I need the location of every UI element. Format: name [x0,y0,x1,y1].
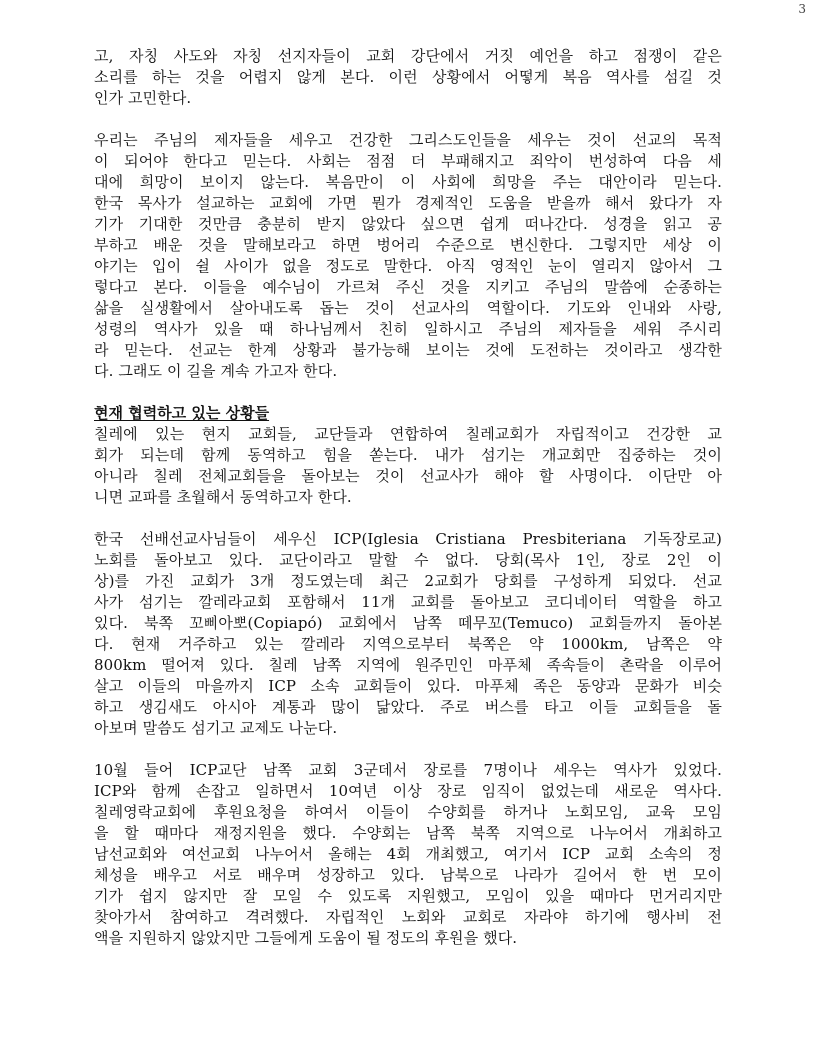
paragraph-2 [94,130,722,382]
text-line: 소리를 하는 것을 어렵지 않게 본다. 이런 상황에서 어떻게 복음 역사를 섬길 것 [94,68,722,86]
text-line: 살고 이들의 마을까지 ICP 소속 교회들이 있다. 마푸체 족은 동양과 문화가 비슷 [94,677,722,695]
text-line: 칠레영락교회에 후원요청을 하여서 이들이 수양회를 하거나 노회모임, 교육 모임 [94,803,722,821]
text-line: 800km 떨어져 있다. 칠레 남쪽 지역에 원주민인 마푸체 족속들이 촌락을 이루어 [94,656,722,674]
text-line: 고, 자칭 사도와 자칭 선지자들이 교회 강단에서 거짓 예언을 하고 점쟁이 같은 [94,47,722,65]
text-line: 하고 생김새도 아시아 계통과 많이 닮았다. 주로 버스를 타고 이들 교회들을 돌 [94,698,722,716]
text-line: 라 믿는다. 선교는 한계 상황과 불가능해 보이는 것에 도전하는 것이라고 생각한 [94,341,722,359]
text-line: 부하고 배운 것을 말해보라고 하면 벙어리 수준으로 변신한다. 그렇지만 세상 이 [94,236,722,254]
document-body [94,46,722,970]
text-line: 다. 그래도 이 길을 계속 가고자 한다. [94,362,338,380]
text-line: 기가 기대한 것만큼 충분히 받지 않았다 싶으면 쉽게 떠나간다. 성경을 읽고 공 [94,215,722,233]
text-line: 아니라 칠레 전체교회들을 돌아보는 것이 선교사가 해야 할 사명이다. 이단만 아 [94,467,722,485]
text-line: 아보며 말씀도 섬기고 교제도 나눈다. [94,719,338,737]
text-line: 있다. 북쪽 꼬삐아뽀(Copiapó) 교회에서 남쪽 떼무꼬(Temuco) 교회들까지 돌아본 [94,614,722,632]
text-line: 야기는 입이 쉴 사이가 없을 정도로 말한다. 아직 영적인 눈이 열리지 않아서 그 [94,257,722,275]
text-line: 이 되어야 한다고 믿는다. 사회는 점점 더 부패해지고 죄악이 번성하여 다음 세 [94,152,722,170]
text-line: 회가 되는데 함께 동역하고 힘을 쏟는다. 내가 섬기는 개교회만 집중하는 것이 [94,446,722,464]
text-line: 남선교회와 여선교회 나누어서 올해는 4회 개최했고, 여기서 ICP 교회 소속의 정 [94,845,722,863]
text-line: 사가 섬기는 깔레라교회 포함해서 11개 교회를 돌아보고 코디네이터 역할을 하고 [94,593,722,611]
text-line: 니면 교파를 초월해서 동역하고자 한다. [94,488,352,506]
text-line: 체성을 배우고 서로 배우며 성장하고 있다. 남북으로 나라가 길어서 한 번 모이 [94,866,722,884]
text-line: 다. 현재 거주하고 있는 깔레라 지역으로부터 북쪽은 약 1000km, 남쪽은 약 [94,635,722,653]
text-line: 을 할 때마다 재정지원을 했다. 수양회는 남쪽 북쪽 지역으로 나누어서 개최하고 [94,824,722,842]
text-line: 우리는 주님의 제자들을 세우고 건강한 그리스도인들을 세우는 것이 선교의 목적 [94,131,722,149]
text-line: 성령의 역사가 있을 때 하나님께서 친히 일하시고 주님의 제자들을 세워 주시리 [94,320,722,338]
section-heading: 현재 협력하고 있는 상황들 [94,404,270,422]
section-heading-wrap [94,403,722,424]
text-line: 한국 선배선교사님들이 세우신 ICP(Iglesia Cristiana Presbiteriana 기독장로교) [94,530,722,548]
section-paragraph-2 [94,529,722,739]
text-line: 칠레에 있는 현지 교회들, 교단들과 연합하여 칠레교회가 자립적이고 건강한 교 [94,425,722,443]
text-line: 상)를 가진 교회가 3개 정도였는데 최근 2교회가 당회를 구성하게 되었다. 선교 [94,572,722,590]
text-line: 액을 지원하지 않았지만 그들에게 도움이 될 정도의 후원을 했다. [94,929,518,947]
section-paragraph-1 [94,424,722,508]
section-paragraph-3 [94,760,722,949]
page-number: 3 [798,2,806,16]
text-line: 10월 들어 ICP교단 남쪽 교회 3군데서 장로를 7명이나 세우는 역사가 있었다. [94,761,722,779]
text-line: 삶을 실생활에서 살아내도록 돕는 것이 선교사의 역할이다. 기도와 인내와 사랑, [94,299,722,317]
text-line: 기가 쉽지 않지만 잘 모일 수 있도록 지원했고, 모임이 있을 때마다 먼거리지만 [94,887,722,905]
text-line: 노회를 돌아보고 있다. 교단이라고 말할 수 없다. 당회(목사 1인, 장로 2인 이 [94,551,722,569]
text-line: 대에 희망이 보이지 않는다. 복음만이 이 사회에 희망을 주는 대안이라 믿는다. [94,173,722,191]
text-line: ICP와 함께 손잡고 일하면서 10여년 이상 장로 임직이 없었는데 새로운 역사다. [94,782,722,800]
text-line: 한국 목사가 설교하는 교회에 가면 뭔가 경제적인 도움을 받을까 해서 왔다가 자 [94,194,722,212]
paragraph-1 [94,46,722,109]
text-line: 인가 고민한다. [94,89,192,107]
text-line: 렇다고 본다. 이들을 예수님이 가르쳐 주신 것을 지키고 주님의 말씀에 순종하는 [94,278,722,296]
text-line: 찾아가서 참여하고 격려했다. 자립적인 노회와 교회로 자라야 하기에 행사비 전 [94,908,722,926]
